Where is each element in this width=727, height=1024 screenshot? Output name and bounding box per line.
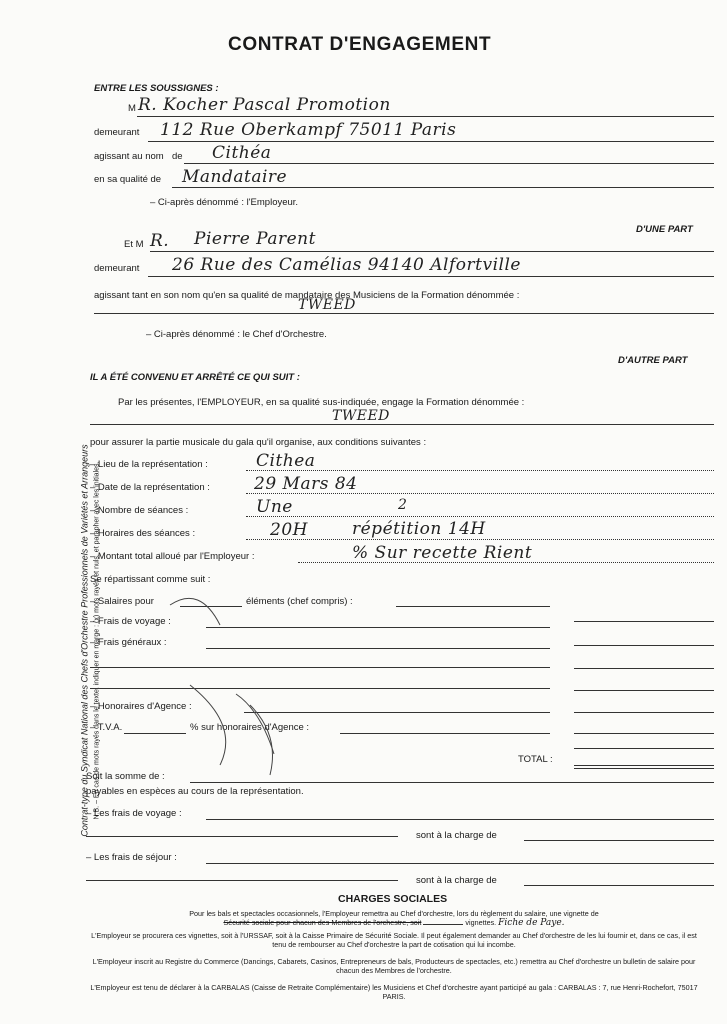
employer-note: – Ci-après dénommé : l'Employeur. xyxy=(150,197,299,208)
stay-line-2 xyxy=(86,880,398,881)
leader-address-line xyxy=(148,276,714,277)
employer-address-label: demeurant xyxy=(94,127,140,138)
charges-p2: L'Employeur se procurera ces vignettes, soit à l'URSSAF, soit à la Caisse Primaire de Sécurité Sociale. Il peut également demander au Chef d'orchestre de les lui fournir et, dans ce cas, il est tenu de rembourser au Chef d'orchestre la part de cotisation qui lui incombe. xyxy=(91,931,697,949)
agreement-intro: Par les présentes, l'EMPLOYEUR, en sa qualité sus-indiquée, engage la Formation dénommée : xyxy=(118,397,525,408)
leader-note: – Ci-après dénommé : le Chef d'Orchestre. xyxy=(146,329,327,340)
agreement-band-hw[interactable]: TWEED xyxy=(332,408,390,424)
leader-address-hw[interactable]: 26 Rue des Camélias 94140 Alfortville xyxy=(172,255,521,275)
employer-acting-prefix: de xyxy=(172,151,183,162)
agreement-band-line xyxy=(90,424,714,425)
employer-name-line xyxy=(137,116,714,117)
tva-suffix: % sur honoraires d'Agence : xyxy=(190,722,310,733)
sum-label: Soit la somme de : xyxy=(86,771,165,782)
leader-name-hw[interactable]: Pierre Parent xyxy=(194,229,316,249)
date-label: – Date de la représentation : xyxy=(90,482,210,493)
general-label: – Frais généraux : xyxy=(90,637,167,648)
hours-hw-2[interactable]: répétition 14H xyxy=(352,519,486,539)
venue-line xyxy=(246,470,714,471)
employer-acting-hw[interactable]: Cithéa xyxy=(212,143,272,163)
employer-quality-line xyxy=(172,187,714,188)
employer-address-hw[interactable]: 112 Rue Oberkampf 75011 Paris xyxy=(160,120,457,140)
sessions-label: – Nombre de séances : xyxy=(90,505,189,516)
d-une-part: D'UNE PART xyxy=(636,224,693,235)
venue-label: – Lieu de la représentation : xyxy=(90,459,208,470)
column-line-4 xyxy=(574,690,714,691)
hours-label: – Horaires des séances : xyxy=(90,528,196,539)
charges-heading: CHARGES SOCIALES xyxy=(338,893,448,905)
column-line-3 xyxy=(574,668,714,669)
leader-band-line xyxy=(94,313,714,314)
charges-p1 xyxy=(84,910,704,927)
date-line xyxy=(246,493,714,494)
leader-prefix: Et M xyxy=(124,239,144,250)
charges-p1a: Pour les bals et spectacles occasionnels, l'Employeur remettra au Chef d'orchestre, lors du règlement du salaire, une vignette de xyxy=(189,909,599,918)
charges-p1-hw[interactable]: Fiche de Paye. xyxy=(498,917,565,928)
tva-line xyxy=(340,733,550,734)
blank-line-2 xyxy=(90,688,550,689)
salaries-label: – Salaires pour xyxy=(90,596,154,607)
stay-label: – Les frais de séjour : xyxy=(86,852,177,863)
employer-address-line xyxy=(148,141,714,142)
charges-p3: L'Employeur inscrit au Registre du Commerce (Dancings, Cabarets, Casinos, Entrepreneurs de bals, Producteurs de spectacles, etc.) remettra au Chef d'orchestre un bulletin de salaire pour chacun des Membres de l'orchestre. xyxy=(92,957,696,975)
employer-quality-hw[interactable]: Mandataire xyxy=(182,167,288,187)
vignettes-count-line xyxy=(423,924,463,925)
agreement-purpose: pour assurer la partie musicale du gala qu'il organise, aux conditions suivantes : xyxy=(90,437,427,448)
total-line-1 xyxy=(574,765,714,766)
venue-hw[interactable]: Cithea xyxy=(256,451,316,471)
stay-line xyxy=(206,863,714,864)
sessions-line xyxy=(246,516,714,517)
amount-hw[interactable]: % Sur recette Rient xyxy=(352,543,533,563)
sessions-hw-2[interactable]: 2 xyxy=(398,497,408,513)
charge-line-2 xyxy=(524,885,714,886)
blank-line-1 xyxy=(90,667,550,668)
employer-prefix: M xyxy=(128,103,136,114)
column-line-5 xyxy=(574,712,714,713)
leader-name-line xyxy=(150,251,714,252)
sidebar-line-2: N.B. – En cas de mots rayés dans le texte, indiquer en marge : (x) mots rayés et nuls, et parapher avec les initiales. xyxy=(93,461,101,820)
leader-acting-label: agissant tant en son nom qu'en sa qualité de mandataire des Musiciens de la Formation dénommée : xyxy=(94,290,520,301)
agreement-heading: IL A ÉTÉ CONVENU ET ARRÊTÉ CE QUI SUIT : xyxy=(90,372,300,383)
employer-name-hw[interactable]: R. Kocher Pascal Promotion xyxy=(138,95,391,115)
charge-line-1 xyxy=(524,840,714,841)
agency-label: – Honoraires d'Agence : xyxy=(90,701,192,712)
charges-p1b: Sécurité sociale pour chacun des Membres de l'orchestre, soit xyxy=(223,917,422,927)
total-label: TOTAL : xyxy=(518,754,553,765)
column-line-7 xyxy=(574,748,714,749)
sessions-hw[interactable]: Une xyxy=(256,497,293,517)
leader-prefix-hw: R. xyxy=(150,231,170,251)
amount-label: – Montant total alloué par l'Employeur : xyxy=(90,551,255,562)
charge-label-2: sont à la charge de xyxy=(416,875,497,886)
amount-line xyxy=(298,562,714,563)
leader-address-label: demeurant xyxy=(94,263,140,274)
split-label: Se répartissant comme suit : xyxy=(90,574,211,585)
column-line-6 xyxy=(574,733,714,734)
column-line-2 xyxy=(574,645,714,646)
hours-line xyxy=(246,539,714,540)
document-title: CONTRAT D'ENGAGEMENT xyxy=(228,34,492,55)
travel2-line-2 xyxy=(86,836,398,837)
column-line-1 xyxy=(574,621,714,622)
payable-label: payables en espèces au cours de la représentation. xyxy=(86,786,304,797)
employer-acting-label: agissant au nom xyxy=(94,151,164,162)
charges-p1c: vignettes. xyxy=(465,917,497,927)
salaries-line xyxy=(396,606,550,607)
tva-label: – T.V.A. xyxy=(90,722,123,733)
leader-band-hw[interactable]: TWEED xyxy=(298,297,356,313)
travel2-line xyxy=(206,819,714,820)
date-hw[interactable]: 29 Mars 84 xyxy=(254,474,358,494)
parties-heading: ENTRE LES SOUSSIGNES : xyxy=(94,83,219,94)
pen-strike-tva xyxy=(230,690,290,760)
travel-label: – Frais de voyage : xyxy=(90,616,171,627)
employer-acting-line xyxy=(184,163,714,164)
d-autre-part: D'AUTRE PART xyxy=(618,355,688,366)
hours-hw[interactable]: 20H xyxy=(270,520,308,540)
charge-label-1: sont à la charge de xyxy=(416,830,497,841)
travel2-label: – Les frais de voyage : xyxy=(86,808,182,819)
employer-quality-label: en sa qualité de xyxy=(94,174,162,185)
sidebar-line-1: Contrat-type du Syndicat National des Chefs d'Orchestre Professionnels de Variétés et Arrangeurs xyxy=(79,444,90,837)
salaries-suffix: éléments (chef compris) : xyxy=(246,596,353,607)
charges-p4: L'Employeur est tenu de déclarer à la CARBALAS (Caisse de Retraite Complémentaire) les Musiciens et Chef d'orchestre ayant participé au gala : CARBALAS : 7, rue Henri-Rochefort, 75017 PARIS. xyxy=(90,983,698,1001)
total-line-2 xyxy=(574,768,714,769)
